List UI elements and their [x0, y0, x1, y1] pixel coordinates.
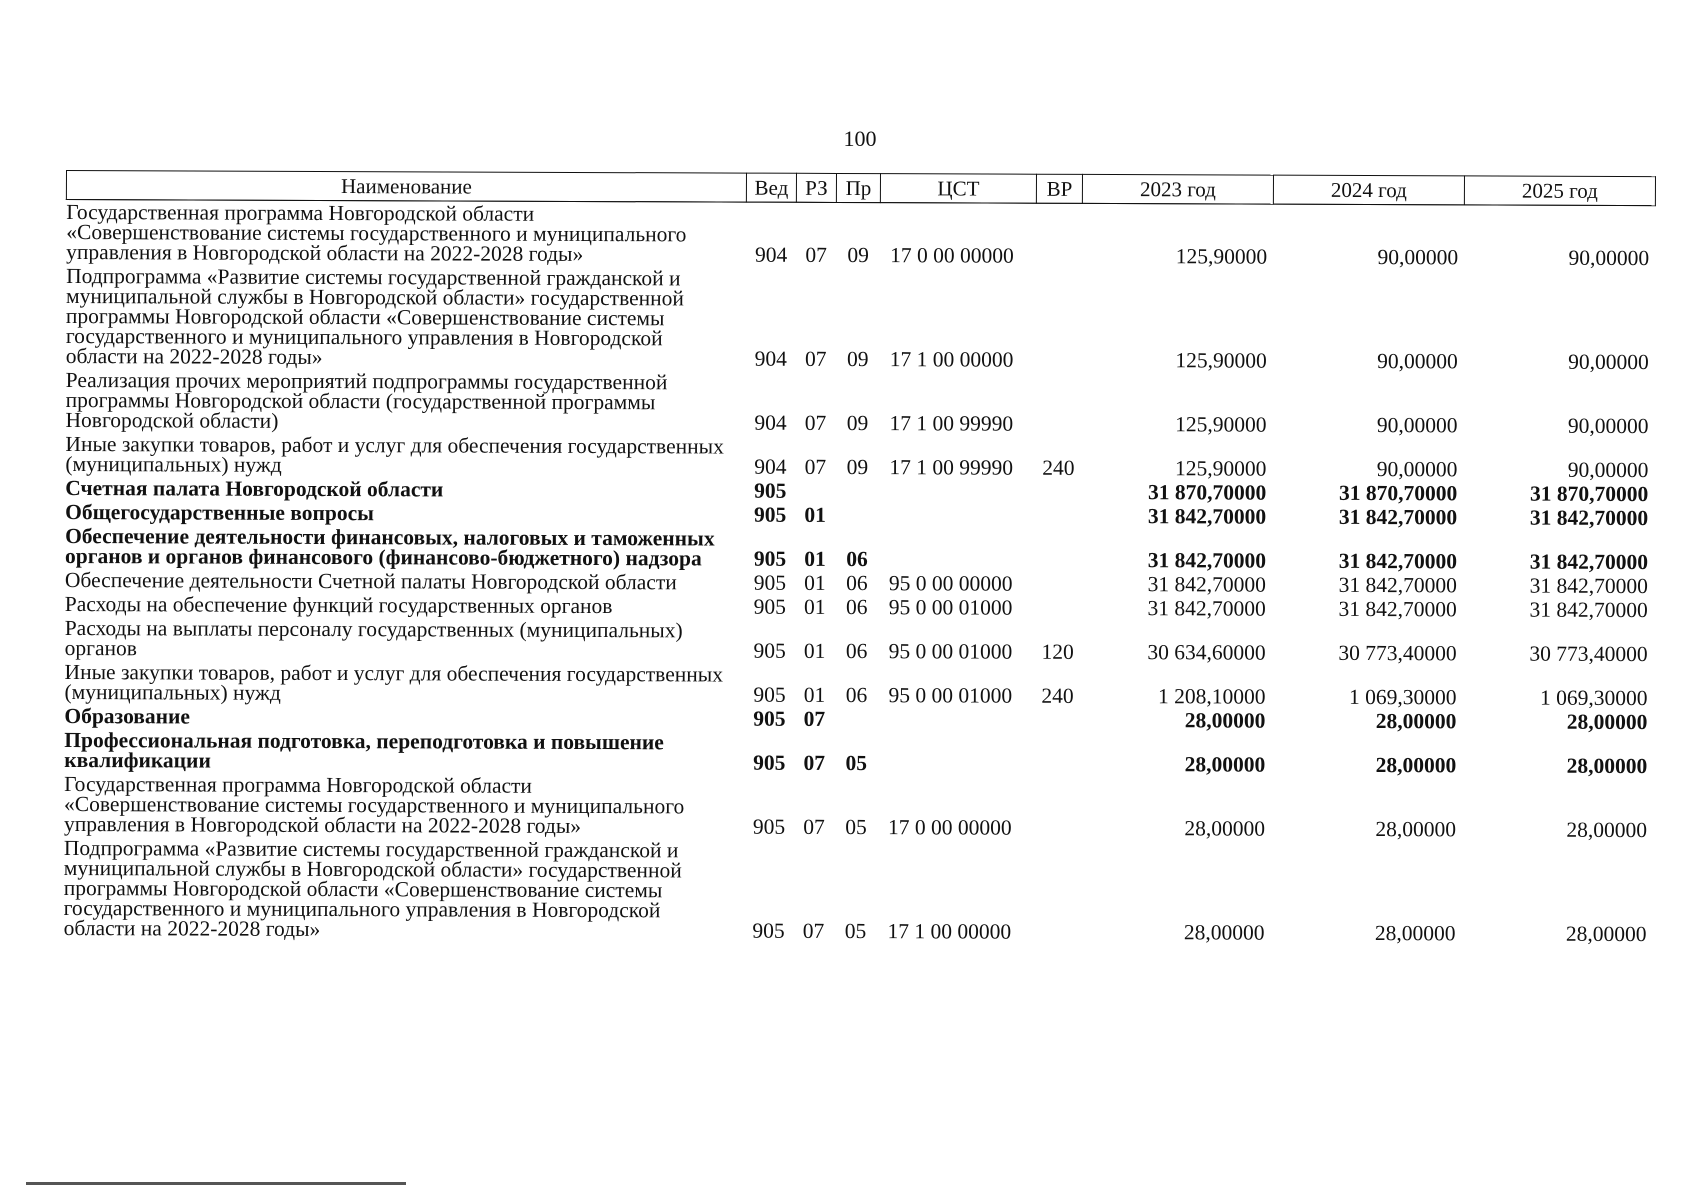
row-rz: 07 — [802, 918, 825, 943]
row-value-2025: 28,00000 — [1566, 709, 1648, 735]
row-value-2023: 28,00000 — [1184, 816, 1266, 841]
table-row — [65, 368, 1654, 438]
row-pr — [834, 707, 878, 731]
row-pr — [835, 503, 879, 527]
row-value-2023: 125,90000 — [1175, 412, 1267, 437]
row-value-2025: 31 870,70000 — [1529, 481, 1649, 507]
header-2025: 2025 год — [1464, 176, 1655, 206]
row-value-2025: 30 773,40000 — [1529, 641, 1648, 667]
row-value-2024: 1 069,30000 — [1348, 684, 1457, 710]
header-ved: Вед — [746, 173, 796, 202]
row-value-2025: 90,00000 — [1568, 245, 1650, 271]
row-name: Иные закупки товаров, работ и услуг для обеспечения государственных (муниципальных) нужд — [64, 659, 724, 705]
row-cst: 17 1 00 99990 — [889, 411, 1014, 436]
row-name: Иные закупки товаров, работ и услуг для обеспечения государственных (муниципальных) нужд — [65, 432, 724, 477]
row-rz: 07 — [804, 410, 827, 435]
row-vr — [1034, 708, 1080, 732]
budget-table-container — [63, 170, 1656, 946]
table-row — [65, 616, 1654, 666]
row-name: Расходы на обеспечение функций государственных органов — [64, 591, 613, 619]
row-cst: 95 0 00 01000 — [888, 683, 1013, 708]
row-name: Профессиональная подготовка, переподготовка и повышение квалификации — [64, 727, 664, 773]
row-pr: 05 — [844, 918, 867, 944]
row-vr: 240 — [1042, 455, 1075, 480]
row-ved: 905 — [752, 814, 786, 839]
row-name: Подпрограмма «Развитие системы государственной гражданской и муниципальной службы в Новгородской области» государственной программы Новгородской области «Совершенствование системы государственного и муниципального управления в Новгородской области на 2022-2028 годы» — [65, 264, 684, 369]
header-rz: РЗ — [796, 173, 836, 202]
table-row — [64, 772, 1653, 842]
row-rz: 01 — [804, 570, 826, 595]
row-rz: 01 — [804, 546, 826, 571]
row-ved: 905 — [753, 546, 787, 571]
header-2024: 2024 год — [1273, 175, 1464, 205]
row-value-2024: 90,00000 — [1376, 413, 1458, 438]
row-vr — [1035, 372, 1081, 436]
row-cst: 17 1 00 00000 — [889, 347, 1014, 372]
row-cst — [879, 503, 1035, 528]
row-pr: 09 — [846, 454, 869, 480]
row-cst — [879, 479, 1035, 504]
row-value-2025: 90,00000 — [1567, 413, 1649, 439]
row-cst: 95 0 00 00000 — [888, 571, 1013, 596]
row-name: Обеспечение деятельности финансовых, налоговых и таможенных органов и органов финансового (финансово-бюджетного) надзора — [64, 523, 715, 571]
row-rz: 07 — [805, 242, 827, 267]
row-name: Государственная программа Новгородской области «Совершенствование системы государственного и муниципального управления в Новгородской области на 2022-2028 годы» — [66, 200, 687, 266]
row-value-2024: 31 842,70000 — [1338, 548, 1458, 574]
row-ved: 904 — [754, 410, 787, 435]
row-value-2024: 28,00000 — [1375, 753, 1457, 778]
row-name: Расходы на выплаты персоналу государственных (муниципальных) органов — [64, 615, 683, 661]
row-value-2023: 31 842,70000 — [1147, 504, 1267, 529]
row-value-2024: 31 842,70000 — [1338, 596, 1457, 622]
row-value-2024: 28,00000 — [1375, 709, 1457, 734]
row-value-2023: 31 842,70000 — [1147, 596, 1266, 621]
row-value-2024: 28,00000 — [1375, 817, 1457, 842]
row-value-2023: 28,00000 — [1184, 752, 1266, 777]
row-rz: 07 — [804, 346, 827, 371]
row-value-2024: 31 842,70000 — [1338, 504, 1458, 530]
row-value-2024: 90,00000 — [1377, 245, 1459, 270]
row-ved: 905 — [754, 502, 787, 527]
row-name: Реализация прочих мероприятий подпрограммы государственной программы Новгородской области (государственной программы Новгородской области) — [65, 368, 668, 433]
row-pr: 06 — [846, 546, 868, 572]
row-cst: 17 1 00 99990 — [889, 455, 1014, 480]
row-value-2025: 31 842,70000 — [1529, 573, 1648, 599]
row-value-2024: 30 773,40000 — [1338, 640, 1457, 666]
row-ved: 904 — [754, 454, 787, 479]
header-pr: Пр — [836, 173, 880, 202]
row-vr — [1034, 840, 1080, 944]
table-row — [66, 200, 1655, 271]
row-value-2023: 125,90000 — [1175, 244, 1268, 269]
row-name: Общегосударственные вопросы — [65, 499, 374, 526]
row-value-2023: 31 842,70000 — [1147, 572, 1266, 597]
row-value-2024: 90,00000 — [1377, 349, 1458, 374]
row-value-2023: 125,90000 — [1175, 348, 1267, 373]
row-ved: 905 — [753, 570, 787, 595]
header-cst: ЦСТ — [880, 174, 1036, 204]
row-ved: 905 — [753, 706, 786, 731]
row-value-2025: 28,00000 — [1566, 817, 1648, 843]
table-row — [65, 432, 1654, 482]
table-row — [64, 660, 1653, 710]
row-cst — [878, 731, 1034, 776]
budget-table — [63, 170, 1656, 946]
row-vr — [1034, 776, 1080, 840]
row-rz: 07 — [803, 814, 825, 839]
table-row — [64, 836, 1653, 946]
row-value-2025: 31 842,70000 — [1529, 505, 1649, 531]
row-pr: 06 — [846, 594, 868, 620]
row-name: Счетная палата Новгородской области — [65, 475, 444, 502]
row-value-2024: 31 870,70000 — [1338, 480, 1458, 506]
row-value-2023: 28,00000 — [1184, 708, 1266, 733]
row-vr — [1034, 732, 1080, 776]
row-pr: 06 — [845, 638, 868, 664]
table-row — [64, 728, 1653, 778]
row-cst: 95 0 00 01000 — [888, 595, 1013, 620]
row-vr — [1035, 596, 1081, 620]
row-value-2023: 30 634,60000 — [1147, 640, 1266, 665]
row-ved: 905 — [754, 478, 787, 503]
row-pr: 09 — [846, 347, 869, 372]
row-vr — [1035, 572, 1081, 596]
row-rz: 01 — [804, 502, 826, 527]
row-vr — [1035, 504, 1081, 528]
row-vr — [1035, 480, 1081, 504]
row-ved: 905 — [753, 594, 786, 619]
page-number: 100 — [843, 126, 877, 151]
row-pr: 05 — [845, 750, 868, 776]
row-rz: 01 — [803, 682, 826, 707]
row-name: Государственная программа Новгородской области «Совершенствование системы государственного и муниципального управления в Новгородской области на 2022-2028 годы» — [63, 771, 685, 838]
row-cst — [879, 527, 1035, 572]
row-rz: 01 — [803, 638, 826, 663]
row-value-2024: 31 842,70000 — [1338, 572, 1457, 598]
row-ved: 904 — [754, 346, 787, 371]
row-value-2025: 31 842,70000 — [1529, 549, 1649, 575]
row-cst: 17 0 00 00000 — [890, 243, 1014, 268]
row-rz: 07 — [803, 750, 826, 775]
row-value-2025: 28,00000 — [1565, 921, 1647, 947]
row-vr — [1036, 203, 1082, 268]
table-row — [65, 524, 1654, 574]
header-name: Наименование — [66, 171, 746, 203]
row-ved: 905 — [753, 682, 786, 707]
row-pr — [835, 479, 879, 503]
row-vr — [1036, 268, 1082, 372]
header-2023: 2023 год — [1082, 174, 1273, 204]
row-pr: 09 — [847, 243, 869, 268]
row-vr: 240 — [1041, 683, 1074, 708]
row-rz — [795, 479, 835, 503]
row-pr: 09 — [846, 410, 869, 436]
table-row — [66, 264, 1655, 374]
row-value-2025: 1 069,30000 — [1539, 685, 1648, 711]
row-value-2025: 90,00000 — [1567, 457, 1649, 483]
row-value-2024: 90,00000 — [1376, 457, 1458, 482]
row-rz: 01 — [804, 594, 826, 619]
row-value-2025: 28,00000 — [1566, 753, 1648, 779]
row-value-2023: 31 842,70000 — [1147, 548, 1267, 573]
row-ved: 904 — [755, 242, 788, 267]
row-rz: 07 — [804, 454, 827, 479]
row-cst — [878, 707, 1034, 732]
row-name: Образование — [64, 703, 191, 729]
row-pr: 06 — [845, 682, 868, 708]
row-value-2023: 31 870,70000 — [1147, 480, 1267, 505]
row-rz: 07 — [803, 706, 826, 731]
row-value-2025: 90,00000 — [1568, 349, 1649, 375]
row-cst: 17 0 00 00000 — [887, 815, 1012, 840]
row-vr — [1035, 528, 1081, 572]
row-name: Обеспечение деятельности Счетной палаты Новгородской области — [64, 567, 677, 595]
row-pr: 06 — [846, 570, 868, 596]
row-value-2023: 28,00000 — [1183, 920, 1265, 945]
row-ved: 905 — [753, 750, 786, 775]
row-value-2023: 125,90000 — [1174, 456, 1267, 481]
row-cst: 17 1 00 00000 — [887, 919, 1012, 944]
row-pr: 05 — [845, 814, 867, 840]
footer-divider — [26, 1182, 406, 1185]
table-body — [64, 200, 1656, 947]
row-value-2025: 31 842,70000 — [1529, 597, 1648, 623]
row-ved: 905 — [753, 638, 786, 663]
row-cst: 95 0 00 01000 — [888, 639, 1013, 664]
row-value-2023: 1 208,10000 — [1157, 684, 1266, 709]
row-ved: 905 — [752, 918, 785, 943]
row-name: Подпрограмма «Развитие системы государственной гражданской и муниципальной службы в Новгородской области» государственной программы Новгородской области «Совершенствование системы государственного и муниципального управления в Новгородской области на 2022-2028 годы» — [63, 835, 682, 941]
row-vr: 120 — [1041, 639, 1074, 664]
row-value-2024: 28,00000 — [1374, 921, 1456, 946]
header-vr: ВР — [1036, 174, 1082, 203]
